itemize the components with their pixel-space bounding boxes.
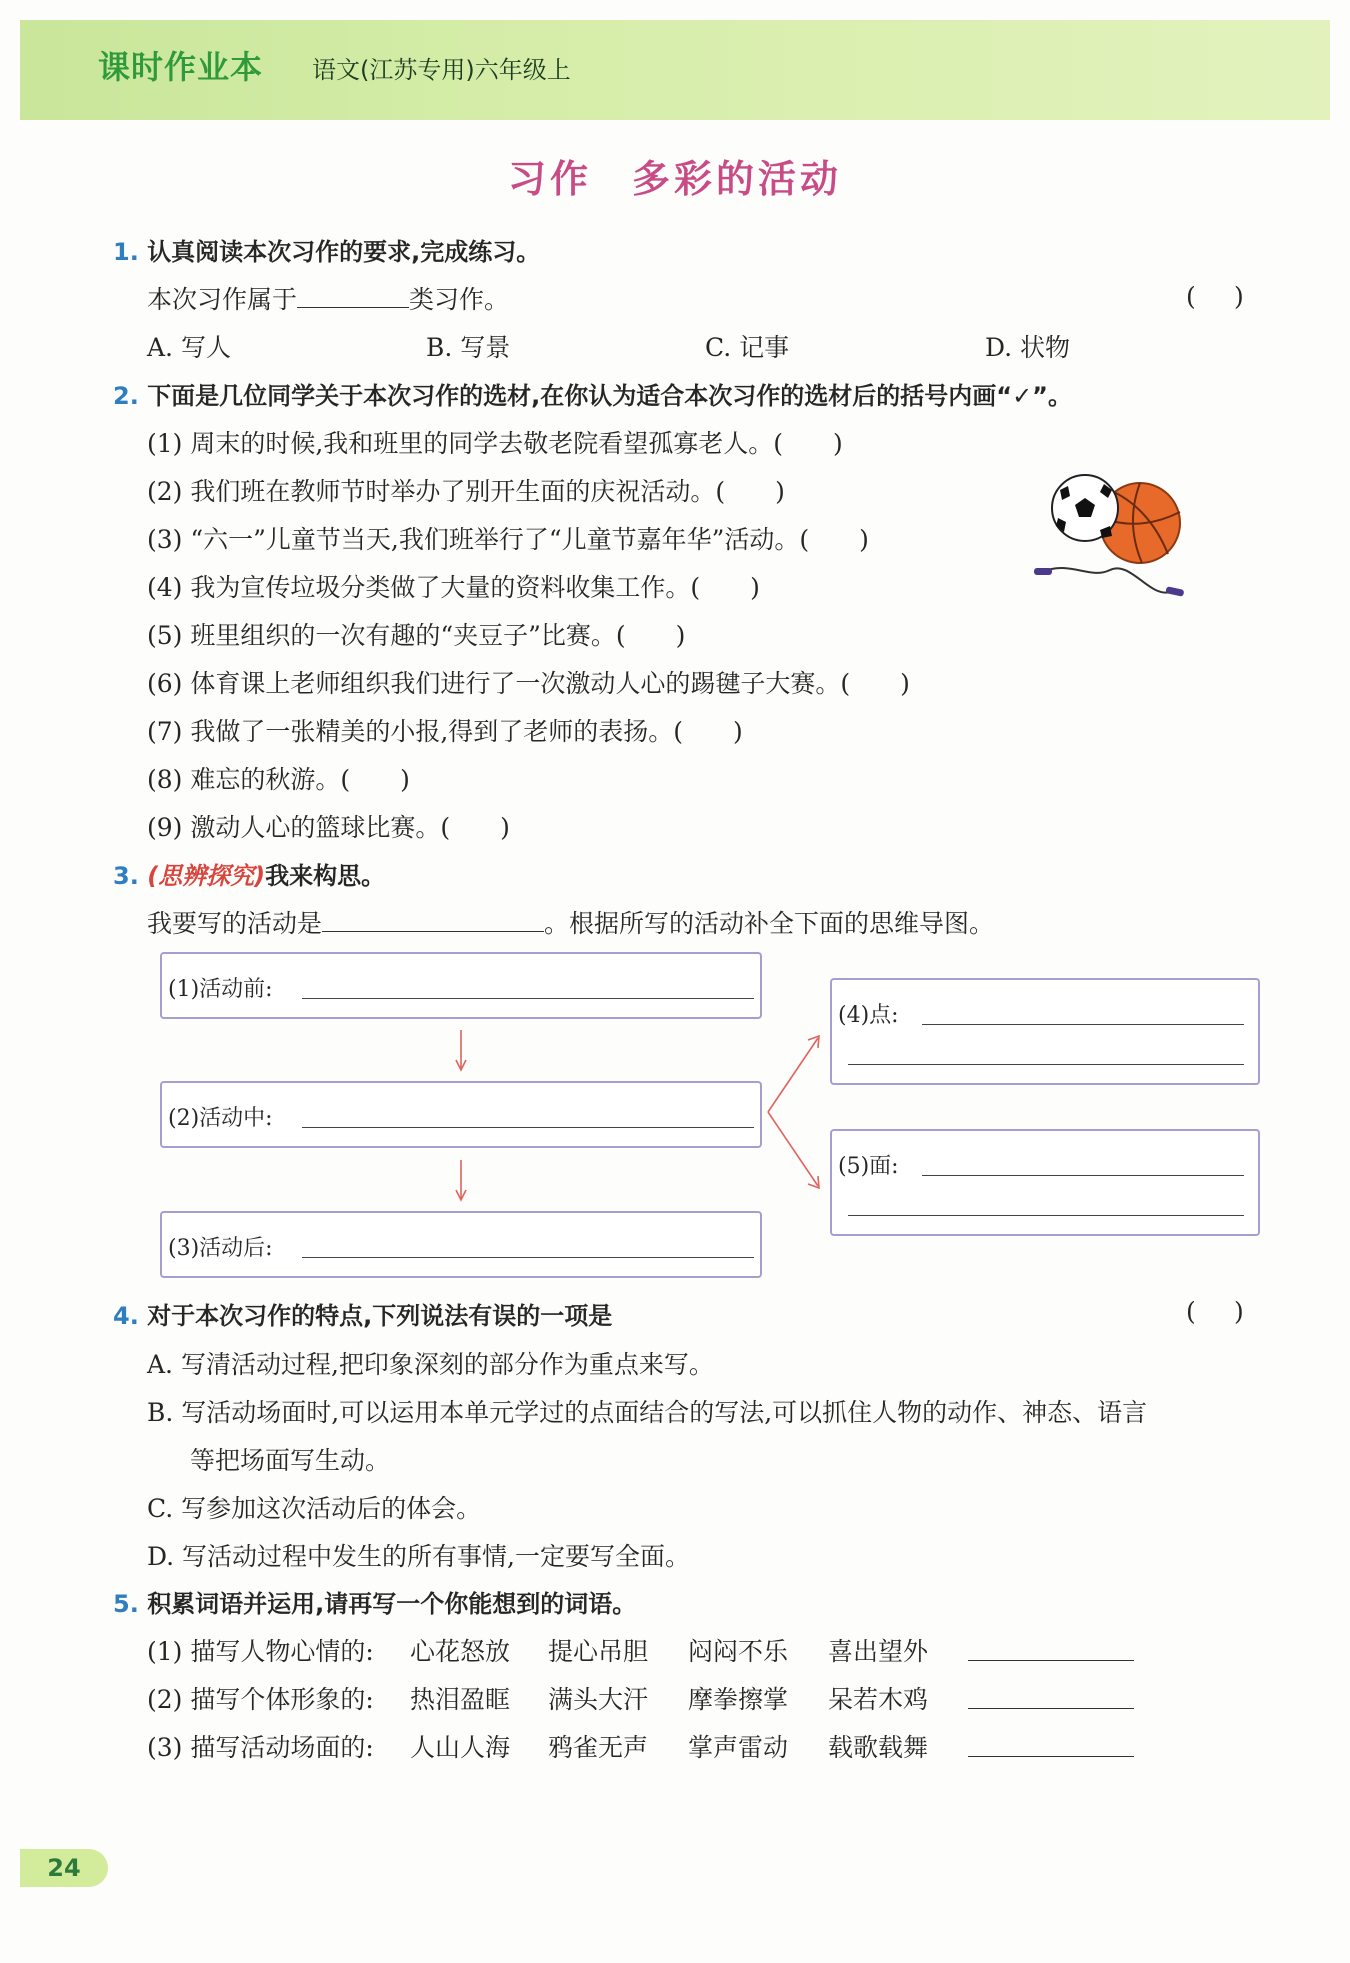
page-number: 24	[20, 1849, 108, 1887]
question-number: 2.	[113, 382, 139, 410]
q4-option-b[interactable]: B. 写活动场面时,可以运用本单元学过的点面结合的写法,可以抓住人物的动作、神态、语言	[147, 1398, 1148, 1427]
question-5	[113, 1584, 636, 1619]
answer-line[interactable]	[968, 1708, 1134, 1709]
title-part2: 多彩的活动	[632, 157, 843, 201]
paren-close: )	[1234, 1297, 1244, 1326]
q1-option-c[interactable]: C. 记事	[705, 333, 790, 362]
idiom-word: 摩拳擦掌	[688, 1685, 789, 1714]
question-text: 认真阅读本次习作的要求,完成练习。	[147, 238, 541, 266]
idiom-word: 人山人海	[410, 1733, 511, 1762]
q4-option-d[interactable]: D. 写活动过程中发生的所有事情,一定要写全面。	[147, 1542, 690, 1571]
q2-item[interactable]: (6) 体育课上老师组织我们进行了一次激动人心的踢毽子大赛。( )	[147, 669, 910, 698]
idiom-word: 呆若木鸡	[828, 1685, 929, 1714]
q2-item[interactable]: (5) 班里组织的一次有趣的“夹豆子”比赛。( )	[147, 621, 686, 650]
idiom-word: 热泪盈眶	[410, 1685, 511, 1714]
answer-line[interactable]	[968, 1660, 1134, 1661]
idiom-word: 掌声雷动	[688, 1733, 789, 1762]
box-label: (1)活动前:	[168, 977, 273, 1002]
answer-paren[interactable]	[1186, 1297, 1244, 1326]
idiom-word: 心花怒放	[410, 1637, 511, 1666]
box-label: (3)活动后:	[168, 1236, 273, 1261]
q1-option-b[interactable]: B. 写景	[426, 333, 511, 362]
box-label: (5)面:	[838, 1154, 899, 1179]
paren-close: )	[1234, 282, 1244, 311]
q1-option-a[interactable]: A. 写人	[147, 333, 231, 362]
q2-item[interactable]: (8) 难忘的秋游。( )	[147, 765, 410, 794]
idiom-word: 载歌载舞	[828, 1733, 929, 1762]
q2-item[interactable]: (9) 激动人心的篮球比赛。( )	[147, 813, 510, 842]
thinking-tag: (思辨探究)	[147, 862, 266, 890]
q2-item[interactable]: (4) 我为宣传垃圾分类做了大量的资料收集工作。( )	[147, 573, 760, 602]
answer-line[interactable]	[968, 1756, 1134, 1757]
idiom-word: 满头大汗	[548, 1685, 649, 1714]
q5-row-label: (3) 描写活动场面的:	[147, 1733, 374, 1762]
paren-open: (	[1186, 1297, 1196, 1326]
q2-item[interactable]: (1) 周末的时候,我和班里的同学去敬老院看望孤寡老人。( )	[147, 429, 843, 458]
box-label: (2)活动中:	[168, 1106, 273, 1131]
question-number: 3.	[113, 862, 139, 890]
idiom-word: 提心吊胆	[548, 1637, 649, 1666]
idiom-word: 喜出望外	[828, 1637, 929, 1666]
q3-stem-b: 。根据所写的活动补全下面的思维导图。	[544, 909, 995, 938]
q1-stem-b: 类习作。	[409, 285, 510, 314]
q1-stem-a: 本次习作属于	[147, 285, 298, 314]
q1-option-d[interactable]: D. 状物	[985, 333, 1071, 362]
question-text: 积累词语并运用,请再写一个你能想到的词语。	[147, 1590, 637, 1618]
question-number: 1.	[113, 238, 139, 266]
q4-option-a[interactable]: A. 写清活动过程,把印象深刻的部分作为重点来写。	[147, 1350, 714, 1379]
box-label: (4)点:	[838, 1003, 899, 1028]
subject-label: 语文(江苏专用)六年级上	[312, 56, 571, 84]
q2-item[interactable]: (7) 我做了一张精美的小报,得到了老师的表扬。( )	[147, 717, 743, 746]
idiom-word: 鸦雀无声	[548, 1733, 649, 1762]
q3-stem-a: 我要写的活动是	[147, 909, 323, 938]
idiom-word: 闷闷不乐	[688, 1637, 789, 1666]
question-text: 下面是几位同学关于本次习作的选材,在你认为适合本次习作的选材后的括号内画“✓”。	[147, 382, 1072, 410]
paren-open: (	[1186, 282, 1196, 311]
q5-row-label: (1) 描写人物心情的:	[147, 1637, 374, 1666]
q5-row-label: (2) 描写个体形象的:	[147, 1685, 374, 1714]
q4-option-c[interactable]: C. 写参加这次活动后的体会。	[147, 1494, 482, 1523]
question-number: 4.	[113, 1302, 139, 1330]
q2-item[interactable]: (2) 我们班在教师节时举办了别开生面的庆祝活动。( )	[147, 477, 785, 506]
question-4	[113, 1296, 612, 1331]
q2-item[interactable]: (3) “六一”儿童节当天,我们班举行了“儿童节嘉年华”活动。( )	[147, 525, 869, 554]
question-number: 5.	[113, 1590, 139, 1618]
q4-option-b-cont: 等把场面写生动。	[190, 1446, 391, 1475]
question-text: 我来构思。	[265, 862, 386, 890]
question-text: 对于本次习作的特点,下列说法有误的一项是	[147, 1302, 613, 1330]
book-brand: 课时作业本	[98, 48, 264, 86]
title-part1: 习作	[507, 157, 592, 201]
